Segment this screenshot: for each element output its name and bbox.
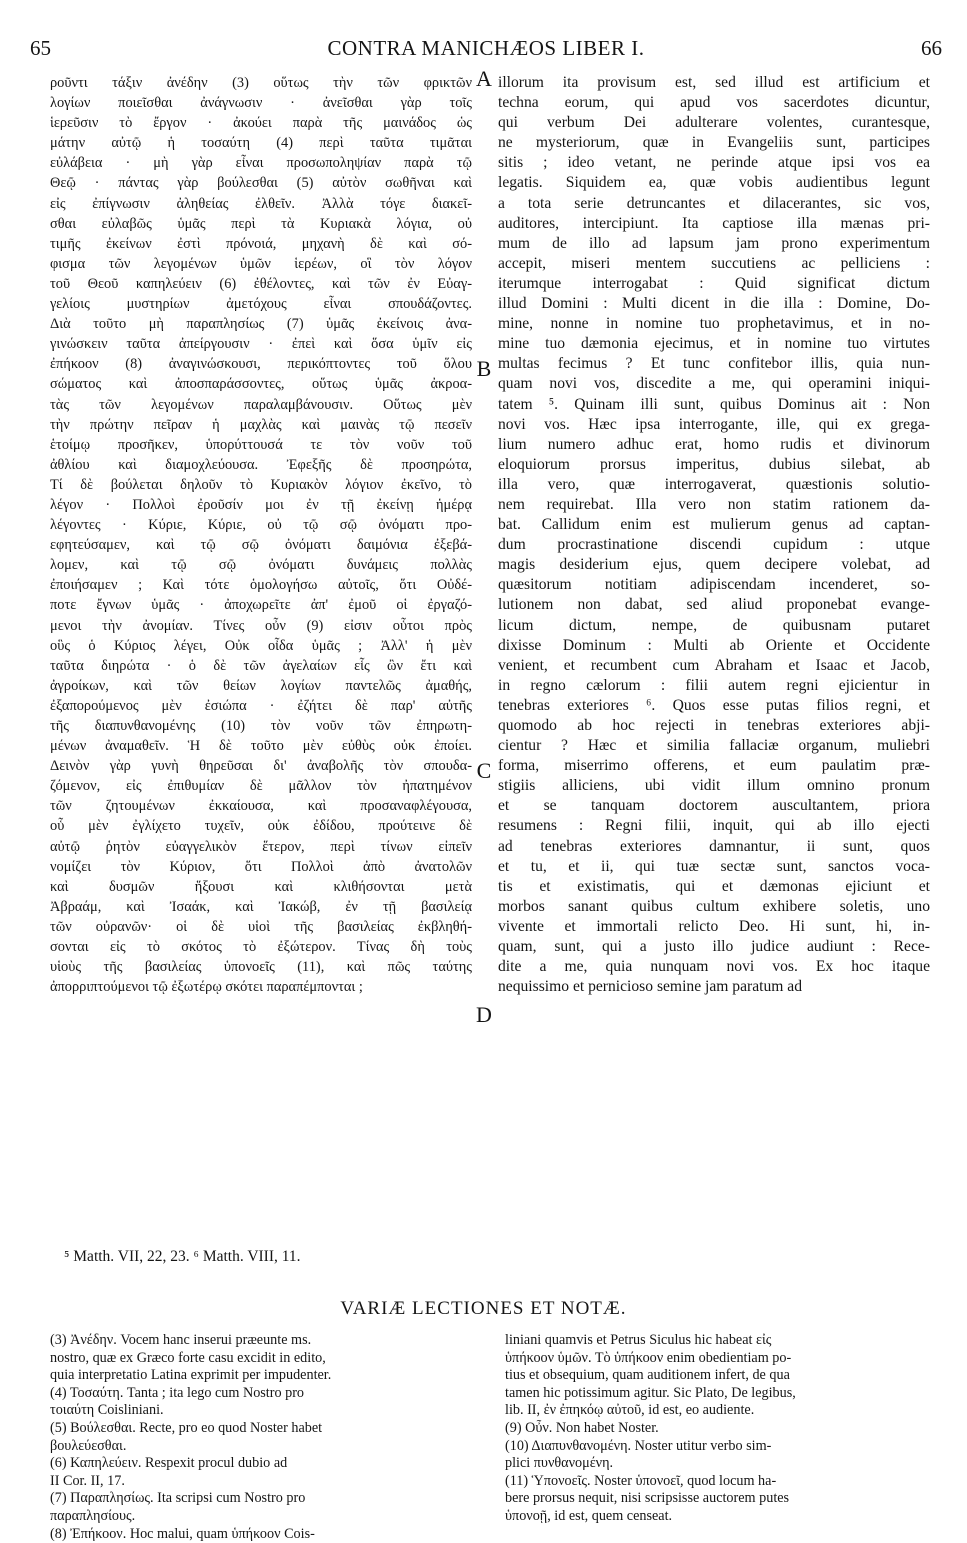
latin-text-line: et se tanquam doctorem auscultantem, priora [498,797,930,815]
footnotes: ⁵ Matth. VII, 22, 23. ⁶ Matth. VIII, 11. [64,1248,301,1265]
latin-text-line: dum procrastinatione discendi cupidum : utque [498,536,930,554]
note-line: lib. II, ἐν ἐπηκόῳ αὐτοῦ, id est, eo audiente. [505,1402,755,1419]
greek-text-line: λομεν, καὶ τῷ σῷ ὀνόματι δυνάμεις πολλὰς [50,557,472,574]
greek-text-line: λέγον · Πολλοὶ ἐροῦσίν μοι ἐν τῇ ἐκείνῃ ἡμέρᾳ [50,496,472,513]
greek-text-line: ἐπήκοον (8) ἀναγινώσκουσι, περικόπτοντες τοῦ ὅλου [50,356,472,373]
latin-text-line: nem requirebat. Illa vero non statim rationem da- [498,495,930,513]
note-line: II Cor. II, 17. [50,1472,125,1489]
latin-text-line: lium numero adhuc erat, homo rudis et divinorum [498,435,930,453]
latin-text-line: licum dictum, nempe, de quibusnam putaret [498,616,930,634]
greek-text-line: νομίζει τὸν Κύριον, ὅτι Πολλοὶ ἀπὸ ἀνατολῶν [50,858,472,875]
greek-text-line: λογίων ποιεῖσθαι ἀνάγνωσιν · ἀνεῖσθαι γὰρ τοῖς [50,95,472,112]
latin-text-line: quomodo ab hoc rejecti in tenebras exteriores abji- [498,717,930,734]
latin-text-line: lutionem non dabat, sed aliud proponebat evange- [498,596,930,614]
latin-text-line: stigiis alliciens, ubi vidit illum omnino pronum [498,777,930,795]
greek-text-line: φισμα τῶν λεγομένων ὑμῶν ἱερέων, οἳ τὸν λόγον [50,255,472,272]
note-line: βουλεύεσθαι. [50,1437,127,1454]
latin-text-line: ne mysteriorum, quæ in Evangeliis sunt, participes [498,134,930,152]
latin-text-line: sitis ; ideo vetant, ne perinde atque ipsi vos ea [498,154,930,172]
note-line: (7) Παραπλησίως. Ita scripsi cum Nostro pro [50,1490,306,1507]
greek-text-line: ἀγροίκων, καὶ τῶν θείων λογίων παντελῶς ἀμαθής, [50,677,472,694]
latin-text-line: mine tuo dæmonia ejecimus, et in nomine tuo virtutes [498,335,930,353]
greek-text-line: λέγοντες · Κύριε, Κύριε, οὐ τῷ σῷ ὀνόματι προ- [50,517,472,534]
greek-text-line: μάτην αὐτῷ ἡ τοσαύτη (4) περὶ ταῦτα τιμᾶται [50,135,472,152]
latin-text-line: quæsitorum notitiam adipiscendam incenderet, so- [498,576,930,594]
greek-text-column [50,73,472,997]
notes-heading: VARIÆ LECTIONES ET NOTÆ. [340,1298,627,1319]
note-line: tius et obsequium, quam auditionem infert, de qua [505,1367,790,1384]
section-marker-b: B [476,356,492,381]
greek-text-line: ἱερεῦσιν τὸ ἔργον · ἀκούει παρὰ τῆς μαινάδος ὡς [50,115,472,132]
notes-left-column [50,1332,480,1543]
note-line: (8) Ἐπήκοον. Hoc malui, quam ὑπήκοον Cois- [50,1525,315,1542]
running-header [30,36,942,62]
latin-text-line: legatis. Siquidem ea, quæ vobis audientibus legunt [498,174,930,192]
latin-text-line: quam, sunt, qui a justo illo judice audiunt : Rece- [498,938,930,956]
greek-text-line: ἑτοίμῳ προσῆκεν, ὑπορύττουσά τε τὸν νοῦν τοῦ [50,436,472,453]
greek-text-line: τὴν πρώτην πεῖραν ἡ μαχλὰς καὶ μαινὰς τῷ πεσεῖν [50,416,472,433]
greek-text-line: ποτε ἔγνων ὑμᾶς · ἀποχωρεῖτε ἀπ' ἐμοῦ οἱ ἐργαζό- [50,597,472,614]
greek-text-line: οὗ μὲν ἐγλίχετο τυχεῖν, οὐκ ἐδίδου, προύτεινε δὲ [50,818,472,835]
greek-text-line: εἰς ἐπίγνωσιν ἀληθείας ἐλθεῖν. Ἀλλὰ τόγε διακεῖ- [50,195,472,212]
latin-text-line: in regno cælorum : filii autem regni ejicientur in [498,676,930,694]
latin-text-line: dite a me, quia nunquam novi vos. Ex hoc itaque [498,958,930,976]
greek-text-line: εὐλάβεια · μὴ γὰρ εἶναι προσωποληψίαν παρὰ τῷ [50,155,472,172]
latin-text-line: eloquiorum prorsus imperitus, dubius silebat, ab [498,455,930,473]
greek-text-line: Ἀβραάμ, καὶ Ἰσαάκ, καὶ Ἰακώβ, ἐν τῇ βασιλείᾳ [50,898,472,915]
section-marker-a: A [476,66,492,91]
greek-text-line: σθαι εὐλαβῶς ὑμᾶς περὶ τὰ Κυριακὰ λόγια, οὐ [50,215,472,232]
greek-text-line: Διὰ τοῦτο μὴ παραπλησίως (7) ὑμᾶς ἐκείνοις ἀνα- [50,316,472,333]
latin-text-line: resumens : Regni filii, inquit, qui ab illo ejecti [498,817,930,835]
greek-text-line: ζόμενον, εἰς ἐπιθυμίαν δὲ μᾶλλον τὸν ἠπατημένον [50,778,472,795]
page-number-right: 66 [921,36,942,60]
latin-text-line: auditores, intercipiunt. Ita captiose illa mænas pri- [498,214,930,232]
page-title: CONTRA MANICHÆOS LIBER I. [327,36,645,60]
note-line: ὑπονοῇ, id est, quem censeat. [505,1507,673,1524]
greek-text-line: τῆς διαπυνθανομένης (10) τὸν νοῦν τῶν ἐπηρωτη- [50,718,472,734]
latin-text-line: mine, nonne in nomine tuo prophetavimus, et in no- [498,315,930,333]
latin-text-line: techna eorum, qui apud vos sacerdotes dicuntur, [498,94,930,112]
latin-text-line: venient, et recumbent cum Abraham et Isaac et Jacob, [498,656,930,674]
greek-text-line: τιμῆς ἐκείνων ἐστὶ πρόνοιά, μηχανὴ δὲ καὶ σό- [50,235,472,252]
latin-text-line: forma, miserrimo offerens, et eum paulatim præ- [498,757,930,775]
latin-text-line: novi vos. Hæc ipsa interrogante, ille, qui ex grega- [498,415,930,433]
greek-text-line: γελίοις μυστηρίων ἀμετόχους εἶναι σπουδάζοντες. [50,296,472,313]
notes-right-column [505,1332,930,1526]
note-line: liniani quamvis et Petrus Siculus hic habeat εἰς [505,1332,772,1348]
greek-text-line: καὶ δυσμῶν ἥξουσι καὶ κλιθήσονται μετὰ [50,878,472,895]
greek-text-line: τῶν οὐρανῶν· οἱ δὲ υἱοὶ τῆς βασιλείας ἐκβληθή- [50,918,472,935]
note-line: (4) Τοσαύτη. Tanta ; ita lego cum Nostro pro [50,1384,305,1401]
latin-text-line: illud Domini : Multi dicent in die illa : Domine, Do- [498,295,930,313]
latin-text-line: illa vero, quæ interrogaverat, quæstionis solutio- [498,475,930,493]
latin-text-line: ad tenebras exteriores damnantur, ii sunt, quos [498,837,930,855]
greek-text-line: υἱοὺς τῆς βασιλείας ὑπονοεῖς (11), καὶ πῶς ταύτης [50,959,472,976]
latin-text-line: tenebras exteriores ⁶. Quos esse putas filios regni, et [498,696,930,714]
note-line: (6) Καπηλεύειν. Respexit procul dubio ad [50,1455,288,1472]
note-line: (11) Ὑπονοεῖς. Noster ὑπονοεῖ, quod locum ha- [505,1472,777,1489]
note-line: ὑπήκοον ὑμῶν. Τὸ ὑπήκοον enim obedientiam po- [505,1349,792,1366]
latin-text-line: nequissimo et pernicioso semine jam paratum ad [498,978,803,996]
section-marker-d: D [476,1002,492,1027]
greek-text-line: μένων ἀναμαθεῖν. Ἡ δὲ τοῦτο μὲν εὐθὺς οὐκ ἐποίει. [50,738,472,755]
note-line: (9) Οὖν. Non habet Noster. [505,1419,659,1436]
section-marker-c: C [476,758,492,783]
latin-text-line: morbos sanant quibus cultum exhibere soletis, uno [498,897,930,915]
greek-text-line: αὐτῷ ῥητὸν εὐαγγελικὸν ἕτερον, περὶ τίνων εἰπεῖν [50,838,472,855]
greek-text-line: οὓς ὁ Κύριος λέγει, Οὐκ οἶδα ὑμᾶς ; Ἀλλ' ἡ μὲν [50,637,472,654]
greek-text-line: γινώσκειν ταῦτα ἀπείργουσιν · ἐπεὶ καὶ ὅσα ὑμῖν εἰς [50,336,472,353]
latin-text-line: et tu, et ii, qui tuæ sectæ sunt, sanctos voca- [498,857,930,875]
greek-text-line: ἐποιήσαμεν ; Καὶ τότε ὁμολογήσω αὐτοῖς, ὅτι Οὐδέ- [50,577,472,594]
greek-text-line: ροῦντι τάξιν ἀνέδην (3) οὕτως τὴν τῶν φρικτῶν [50,75,472,91]
greek-text-line: Δεινὸν γὰρ γυνὴ θηρεῦσαι δι' ἀναβολῆς τὸν σπουδα- [50,758,472,775]
greek-text-line: ἀπορριπτούμενοι τῷ ἐξωτέρῳ σκότει παραπέμπονται ; [50,979,363,996]
latin-text-line: multas fecimus ? Et tunc confitebor illis, quia nun- [498,355,930,373]
greek-text-line: σώματος καὶ ἀποσπαράσσοντες, οὕτως ὑμᾶς ἀκροα- [50,376,472,393]
greek-text-line: Θεῷ · πάντας γὰρ βούλεσθαι (5) αὐτὸν σωθῆναι καὶ [50,175,472,192]
greek-text-line: ταῦτα διηρώτα · ὁ δὲ τῶν ἀγελαίων εἷς ὢν ἔτι καὶ [50,657,472,674]
greek-text-line: τῶν ζητουμένων ἐκκαίουσα, καὶ προσαναφλέγουσα, [50,798,472,815]
note-line: tamen hic potissimum agitur. Sic Plato, De legibus, [505,1384,796,1401]
greek-text-line: μενοι τὴν ἀνομίαν. Τίνες οὖν (9) εἰσιν οὗτοι πρὸς [50,617,472,634]
latin-text-line: cientur ? Hæc et similia fallaciæ organum, muliebri [498,737,930,755]
greek-text-line: εφητεύσαμεν, καὶ τῷ σῷ ὀνόματι δαιμόνια ἐξεβά- [50,537,472,554]
note-line: (10) Διαπυνθανομένη. Noster utitur verbo sim- [505,1437,772,1454]
note-line: plici πυνθανομένη. [505,1455,614,1472]
latin-text-line: qui verbum Dei adulterare volentes, curantesque, [498,114,930,132]
latin-text-line: magis desiderium ejus, quem decipere volebat, ad [498,556,930,574]
latin-text-line: accepit, miseri mentem succutiens ac pelliciens : [498,254,930,272]
note-line: bere prorsus nequit, nisi scripsisse auctorem putes [505,1490,790,1507]
note-line: quia interpretatio Latina exprimit per impudenter. [50,1367,332,1384]
latin-text-line: tis et existimatis, qui et dæmonas ejiciunt et [498,877,930,895]
latin-text-line: vivente et immortali relicto Deo. Hi sunt, hi, in- [498,917,930,935]
note-line: (3) Ἀνέδην. Vocem hanc inserui præeunte ms. [50,1332,312,1348]
latin-text-line: iterumque interrogabat : Quid significat dictum [498,274,930,292]
greek-text-line: Τί δὲ βούλεται δηλοῦν τὸ Κυριακὸν λόγιον ἐκεῖνο, τὸ [50,476,472,493]
note-line: παραπλησίους. [50,1507,136,1524]
latin-text-line: quam novi vos, discedite a me, qui operamini iniqui- [498,375,930,393]
page-number-left: 65 [30,36,51,60]
latin-text-line: illorum ita provisum est, sed illud est artificium et [498,74,930,91]
latin-text-line: bat. Callidum enim est mulierum genus ad captan- [498,516,930,534]
latin-text-column [498,73,930,997]
greek-text-line: ἀθλίου καὶ διαμοχλεύουσα. Ἐφεξῆς δὲ προσηρώτα, [50,456,472,473]
latin-text-line: dixisse Dominum : Multi ab Oriente et Occidente [498,636,930,654]
greek-text-line: τοῦ Θεοῦ καπηλεύειν (6) ἐθέλοντες, καὶ τῶν ἐν Εὐαγ- [50,275,472,292]
greek-text-line: τὰς τῶν λεγομένων παραλαμβάνουσιν. Οὕτως μὲν [50,396,472,413]
greek-text-line: σονται εἰς τὸ σκότος τὸ ἐξώτερον. Τίνας δὴ τοὺς [50,939,472,956]
note-line: nostro, quæ ex Græco forte casu excidit in edito, [50,1349,326,1366]
latin-text-line: tatem ⁵. Quinam illi sunt, quibus Dominus ait : Non [498,395,930,413]
note-line: (5) Βούλεσθαι. Recte, pro eo quod Noster habet [50,1419,323,1436]
note-line: τοιαύτη Coisliniani. [50,1402,164,1419]
latin-text-line: mum de illo ad lapsum jam prono experimentum [498,234,930,252]
latin-text-line: a tota serie detruncantes et dilacerantes, sic vos, [498,194,930,212]
greek-text-line: ἐξαπορούμενος μὲν ἐσιώπα · ἐζήτει δὲ παρ' αὐτῆς [50,697,472,714]
